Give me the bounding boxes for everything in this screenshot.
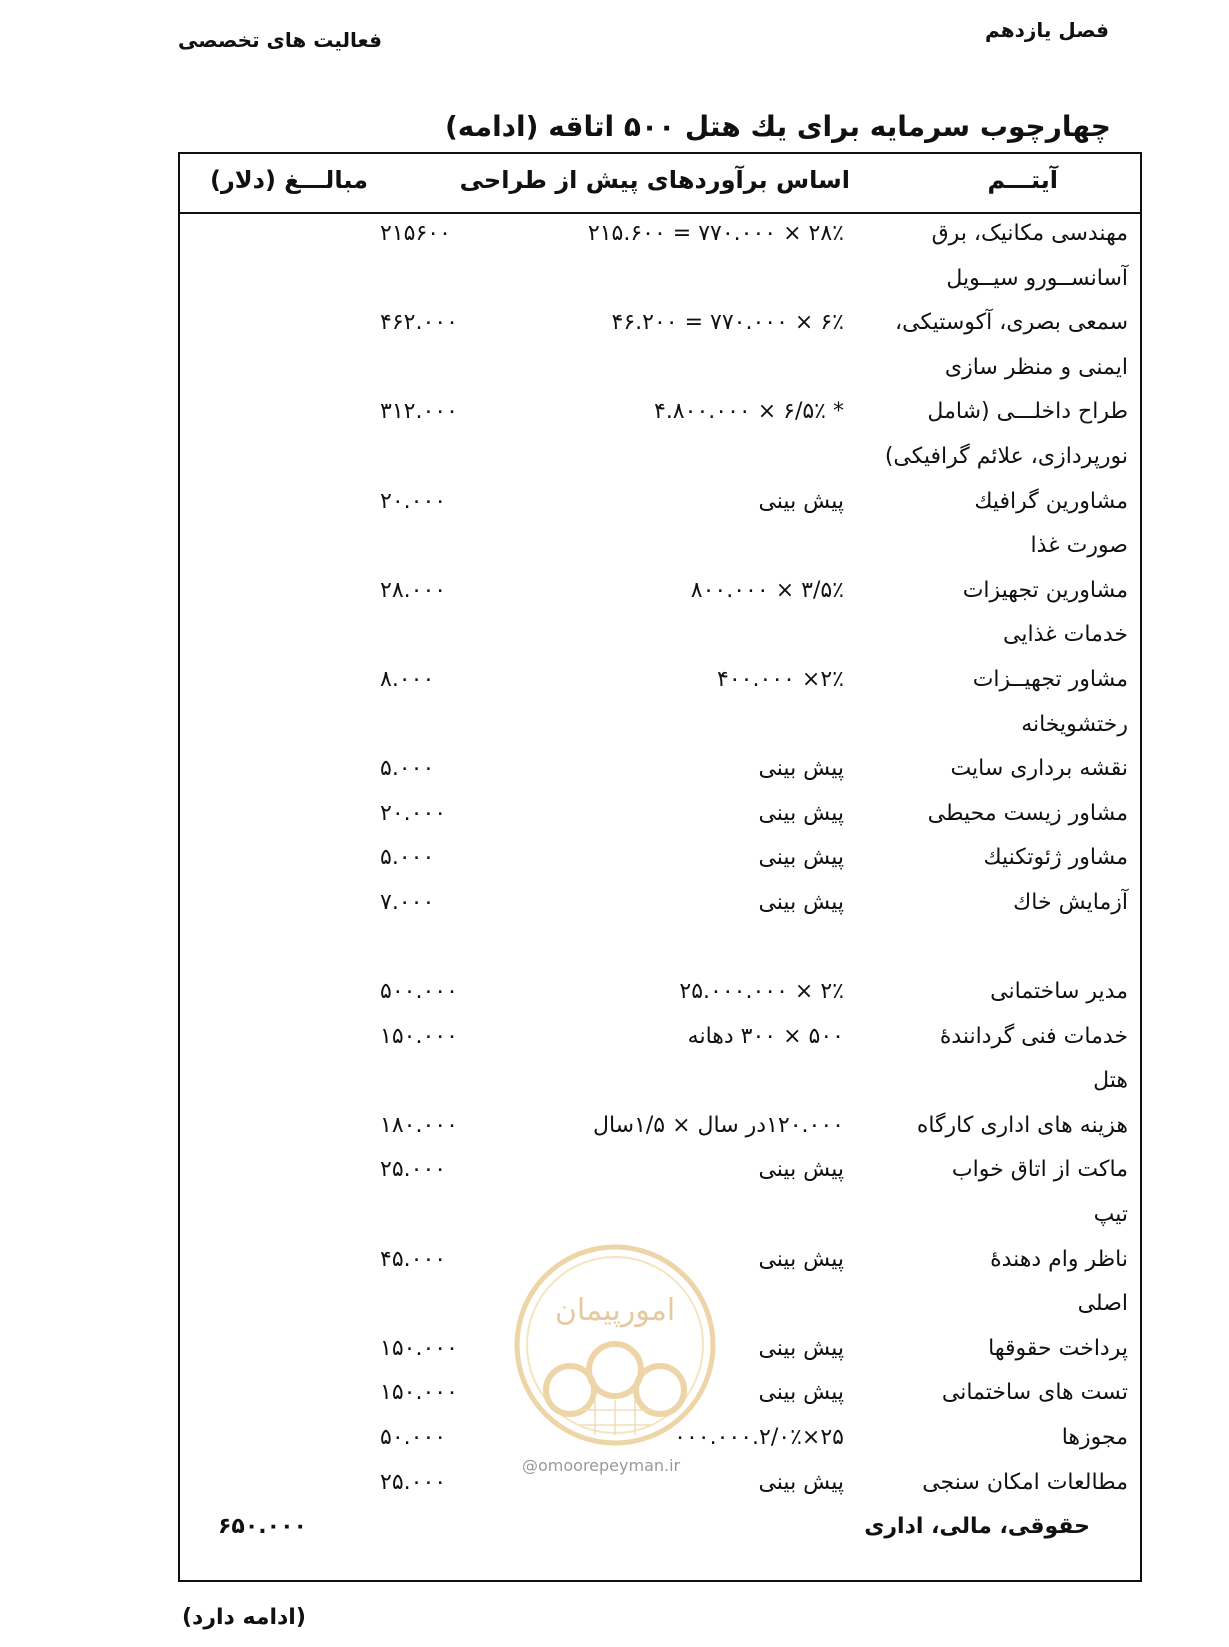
row-amount: ۸.۰۰۰	[380, 666, 435, 692]
row-amount: ۷.۰۰۰	[380, 889, 435, 915]
watermark-text: @omoorepeyman.ir	[522, 1456, 681, 1475]
row-amount: ۲۰.۰۰۰	[380, 800, 447, 826]
table-row	[180, 437, 1140, 482]
table-row	[180, 303, 1140, 348]
row-item: خدمات فنی گردانندهٔ	[939, 1023, 1128, 1049]
row-amount: ۱۵۰.۰۰۰	[380, 1335, 458, 1361]
row-item: مطالعات امکان سنجی	[922, 1469, 1128, 1495]
row-item: ایمنی و منظر سازی	[944, 354, 1128, 380]
row-basis: پیش بینی	[758, 1469, 844, 1495]
total-amount: ۶۵۰.۰۰۰	[218, 1514, 307, 1540]
table-row	[180, 660, 1140, 705]
table-row	[180, 794, 1140, 839]
row-item: ماکت از اتاق خواب	[951, 1157, 1128, 1183]
row-basis: پیش بینی	[758, 800, 844, 826]
table-row	[180, 348, 1140, 393]
row-basis: ۳/۵٪ × ۸۰۰.۰۰۰	[690, 577, 844, 603]
row-item: خدمات غذایی	[1003, 622, 1128, 648]
row-basis: ۲۸٪ × ۷۷۰.۰۰۰ = ۲۱۵.۶۰۰	[587, 221, 844, 246]
table-row	[180, 705, 1140, 750]
row-item: مهندسی مکانیک، برق	[931, 221, 1128, 246]
table-row	[180, 928, 1140, 973]
row-amount: ۵۰.۰۰۰	[380, 1425, 447, 1451]
row-item: ناظر وام دهندهٔ	[990, 1246, 1128, 1272]
row-amount: ۵.۰۰۰	[380, 845, 435, 871]
row-amount: ۲۸.۰۰۰	[380, 577, 447, 603]
table-row	[180, 883, 1140, 928]
row-amount: ۲۵.۰۰۰	[380, 1469, 447, 1495]
row-amount: ۴۵.۰۰۰	[380, 1246, 447, 1272]
row-item: رختشویخانه	[1021, 711, 1128, 737]
header-item: آیتـــم	[987, 166, 1058, 194]
table-row	[180, 972, 1140, 1017]
section-label: فعالیت های تخصصی	[178, 28, 382, 52]
table-row	[180, 526, 1140, 571]
table-row	[180, 1061, 1140, 1106]
row-basis: ۶٪ × ۷۷۰.۰۰۰ = ۴۶.۲۰۰	[611, 310, 844, 336]
row-item: طراح داخلـــی (شامل	[927, 399, 1128, 425]
row-basis: ۵۰۰ × ۳۰۰ دهانه	[687, 1023, 844, 1049]
table-row	[180, 749, 1140, 794]
table-row	[180, 214, 1140, 259]
row-item: صورت غذا	[1030, 533, 1128, 559]
row-item: مشاورین تجهیزات	[962, 577, 1128, 603]
row-item: آزمایش خاك	[1013, 889, 1128, 915]
row-amount: ۲۰.۰۰۰	[380, 488, 447, 514]
table-row	[180, 392, 1140, 437]
row-basis: پیش بینی	[758, 488, 844, 514]
row-item: مجوزها	[1061, 1425, 1128, 1451]
row-amount: ۱۸۰.۰۰۰	[380, 1112, 458, 1138]
row-item: اصلی	[1077, 1291, 1128, 1317]
total-row	[180, 1507, 1140, 1552]
row-amount: ۱۵۰.۰۰۰	[380, 1023, 458, 1049]
row-item: مشاور زیست محیطی	[927, 800, 1128, 826]
row-basis: پیش بینی	[758, 1157, 844, 1183]
row-basis: ۲۵×۲/۰٪.۰۰۰.۰۰۰	[674, 1425, 844, 1451]
row-item: تیپ	[1093, 1202, 1128, 1228]
row-basis: ۲٪× ۴۰۰.۰۰۰	[717, 666, 844, 692]
total-item: حقوقی، مالی، اداری	[864, 1514, 1090, 1540]
header-amount: مبالـــغ (دلار)	[210, 166, 368, 194]
row-amount: ۲۵.۰۰۰	[380, 1157, 447, 1183]
row-basis: پیش بینی	[758, 889, 844, 915]
row-item: تست های ساختمانی	[941, 1380, 1128, 1406]
row-item: مشاورین گرافیك	[974, 488, 1128, 514]
row-basis: ۱۲۰.۰۰۰در سال × ۱/۵سال	[592, 1112, 844, 1138]
row-item: نقشه برداری سایت	[950, 756, 1128, 782]
row-item: پرداخت حقوقها	[988, 1335, 1128, 1361]
table-row	[180, 571, 1140, 616]
chapter-label: فصل یازدهم	[985, 18, 1109, 42]
row-basis: ۲٪ × ۲۵.۰۰۰.۰۰۰	[679, 979, 844, 1005]
table-row	[180, 838, 1140, 883]
row-item: آسانســورو سیــویل	[946, 265, 1128, 291]
table-row	[180, 482, 1140, 527]
table-row	[180, 1195, 1140, 1240]
continued-note: (ادامه دارد)	[182, 1605, 306, 1630]
row-item: نورپردازی، علائم گرافیکی)	[884, 443, 1128, 469]
row-basis: پیش بینی	[758, 845, 844, 871]
row-amount: ۳۱۲.۰۰۰	[380, 399, 458, 425]
row-item: هزینه های اداری کارگاه	[916, 1112, 1128, 1138]
table-row	[180, 1150, 1140, 1195]
row-amount: ۴۶۲.۰۰۰	[380, 310, 458, 336]
row-basis: * ۶/۵٪ × ۴.۸۰۰.۰۰۰	[654, 399, 844, 425]
row-basis: پیش بینی	[758, 1335, 844, 1361]
row-amount: ۱۵۰.۰۰۰	[380, 1380, 458, 1406]
row-item: مشاور ژئوتکنیك	[983, 845, 1128, 871]
row-amount: ۵.۰۰۰	[380, 756, 435, 782]
row-item: هتل	[1093, 1068, 1128, 1094]
row-item: مشاور تجهیــزات	[972, 666, 1128, 692]
watermark-logo-text: امورپیمان	[554, 1293, 676, 1328]
row-basis: پیش بینی	[758, 1380, 844, 1406]
row-basis: پیش بینی	[758, 1246, 844, 1272]
row-item: سمعی بصری، آکوستیکی،	[895, 310, 1128, 336]
table-header	[180, 154, 1140, 214]
table-row	[180, 259, 1140, 304]
page-title: چهارچوب سرمایه برای یك هتل ۵۰۰ اتاقه (ادامه)	[444, 110, 1111, 143]
row-basis: پیش بینی	[758, 756, 844, 782]
header-basis: اساس برآوردهای پیش از طراحی	[459, 166, 850, 194]
table-row	[180, 615, 1140, 660]
row-amount: ۵۰۰.۰۰۰	[380, 979, 458, 1005]
row-item: مدیر ساختمانی	[990, 979, 1128, 1005]
watermark-logo	[510, 1240, 720, 1470]
row-amount: ۲۱۵۶۰۰	[380, 221, 451, 246]
table-row	[180, 1017, 1140, 1062]
table-row	[180, 1106, 1140, 1151]
